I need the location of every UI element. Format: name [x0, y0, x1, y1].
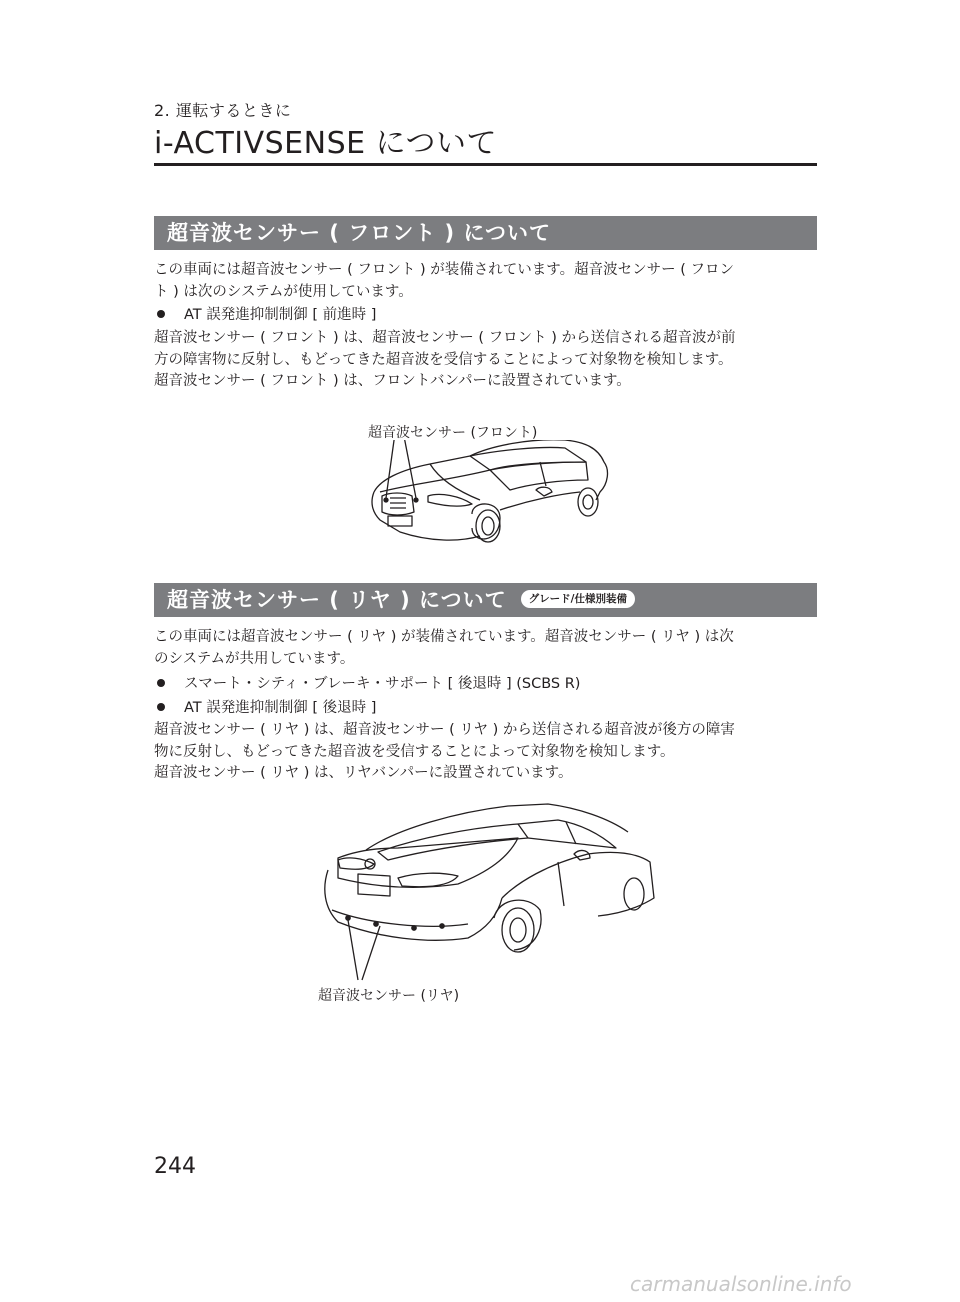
body-line: 超音波センサー ( フロント ) は、フロントバンパーに設置されています。 [154, 373, 631, 389]
rear-sensor-caption: 超音波センサー (リヤ) [318, 988, 460, 1004]
bullet-text: スマート・シティ・ブレーキ・サポート [ 後退時 ] (SCBS R) [184, 676, 581, 692]
page-number: 244 [154, 1154, 196, 1179]
section-rear-intro [154, 627, 819, 670]
body-line: 方の障害物に反射し、もどってきた超音波を受信することによって対象物を検知します。 [154, 351, 733, 368]
rear-car-illustration [318, 798, 668, 988]
intro-line: この車両には超音波センサー ( リヤ ) が装備されています。超音波センサー ( リヤ ) は次 [154, 629, 734, 645]
body-line: 超音波センサー ( リヤ ) は、超音波センサー ( リヤ ) から送信される超音波が後方の障害 [154, 722, 735, 738]
front-sensor-caption: 超音波センサー (フロント) [368, 425, 538, 441]
section-rear-heading [154, 583, 817, 617]
bullet-text: AT 誤発進抑制制御 [ 前進時 ] [184, 307, 377, 323]
bullet-icon [157, 703, 165, 711]
bullet-icon [157, 679, 165, 687]
bullet-text: AT 誤発進抑制制御 [ 後退時 ] [184, 700, 377, 716]
body-line: 物に反射し、もどってきた超音波を受信することによって対象物を検知します。 [154, 743, 675, 760]
section-front-body [154, 328, 819, 393]
section-rear-heading-text: 超音波センサー ( リヤ ) について [167, 588, 507, 612]
intro-line: ト ) は次のシステムが使用しています。 [154, 283, 413, 300]
section-front-heading-text: 超音波センサー ( フロント ) について [167, 221, 552, 245]
intro-line: この車両には超音波センサー ( フロント ) が装備されています。超音波センサー ( フロン [154, 262, 734, 278]
body-line: 超音波センサー ( フロント ) は、超音波センサー ( フロント ) から送信される超音波が前 [154, 330, 736, 346]
title-divider [154, 163, 817, 166]
page-title: i-ACTIVSENSE について [154, 126, 498, 161]
section-front-heading [154, 216, 817, 250]
bullet-item [154, 698, 376, 720]
watermark: carmanualsonline.info [630, 1272, 852, 1296]
bullet-icon [157, 310, 165, 318]
chapter-label: 2. 運転するときに [154, 101, 292, 120]
section-front-intro [154, 260, 819, 303]
section-rear-body [154, 720, 819, 785]
body-line: 超音波センサー ( リヤ ) は、リヤバンパーに設置されています。 [154, 765, 573, 781]
front-car-illustration [360, 440, 620, 565]
leader-line [362, 926, 380, 980]
grade-equipment-badge: グレード/仕様別装備 [521, 590, 635, 608]
bullet-item [154, 674, 580, 696]
bullet-item [154, 305, 376, 327]
intro-line: のシステムが共用しています。 [154, 650, 355, 667]
